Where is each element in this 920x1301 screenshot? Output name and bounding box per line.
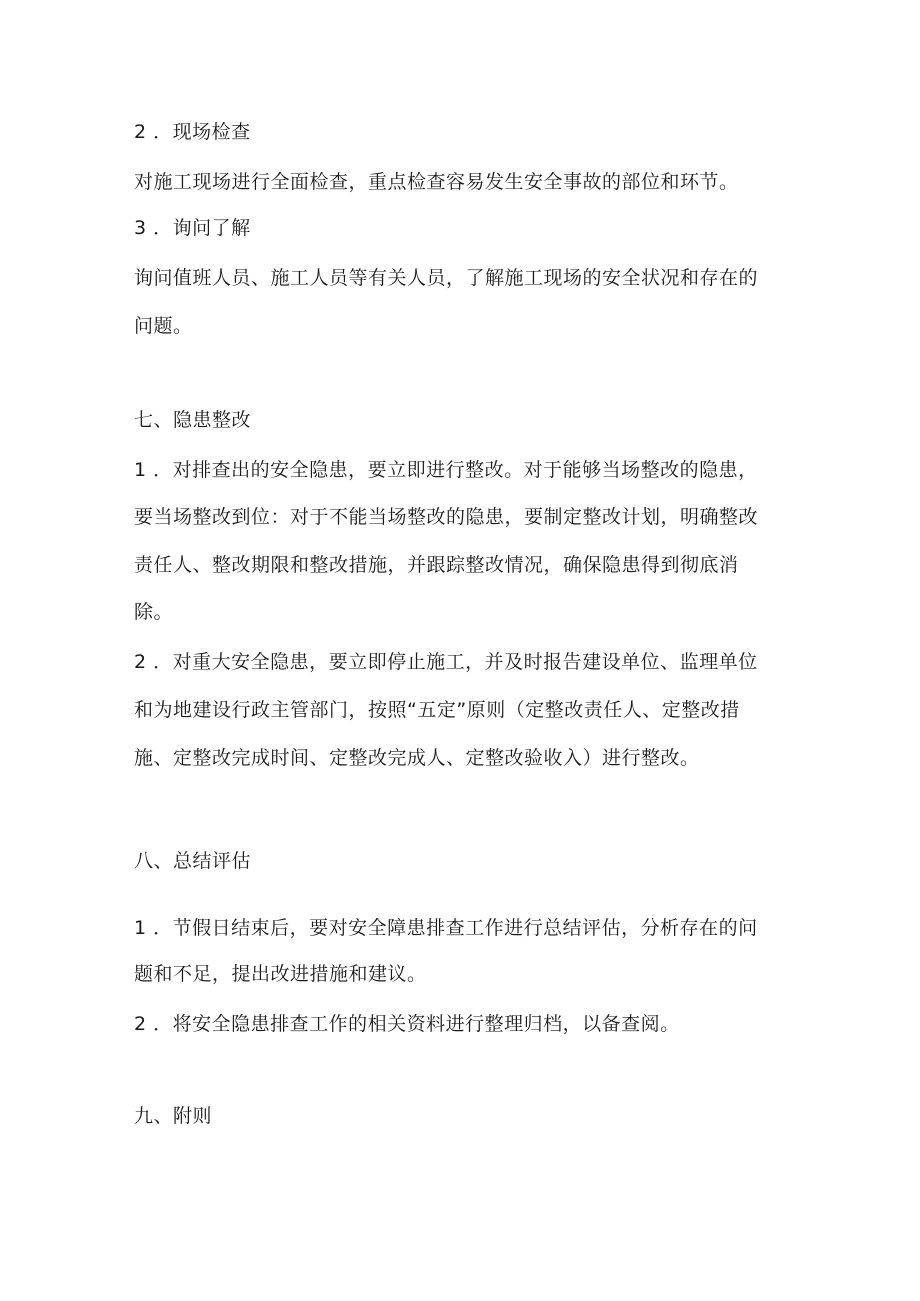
paragraph-line: 2 ．将安全隐患排查工作的相关资料进行整理归档，以备查阅。: [134, 1013, 680, 1035]
paragraph-line: 询问值班人员、施工人员等有关人员，了解施工现场的安全状况和存在的: [134, 267, 759, 289]
subheading-site-inspection: 2 ．现场检查: [134, 121, 251, 143]
paragraph-line: 对施工现场进行全面检查，重点检查容易发生安全事故的部位和环节。: [134, 171, 739, 193]
paragraph-line: 1 ．对排查出的安全隐患，要立即进行整改。对于能够当场整改的隐患，: [134, 459, 758, 481]
paragraph-line: 题和不足，提出改进措施和建议。: [134, 963, 427, 985]
section-heading-supplementary-provisions: 九、附则: [134, 1105, 213, 1127]
paragraph-line: 除。: [134, 601, 174, 623]
subheading-inquiry: 3 ．询问了解: [134, 217, 251, 239]
section-heading-hazard-rectification: 七、隐患整改: [134, 409, 252, 431]
paragraph-line: 问题。: [134, 315, 193, 337]
paragraph-line: 2 ．对重大安全隐患，要立即停止施工，并及时报告建设单位、监理单位: [134, 651, 758, 673]
paragraph-line: 责任人、整改期限和整改措施，并跟踪整改情况，确保隐患得到彻底消: [134, 554, 739, 576]
paragraph-line: 施、定整改完成时间、定整改完成人、定整改验收入）进行整改。: [134, 747, 700, 769]
paragraph-line: 1 ．节假日结束后，要对安全障患排查工作进行总结评估，分析存在的问: [134, 917, 758, 939]
paragraph-line: 要当场整改到位：对于不能当场整改的隐患，要制定整改计划，明确整改: [134, 506, 759, 528]
paragraph-line: 和为地建设行政主管部门，按照“五定”原则（定整改责任人、定整改措: [134, 699, 740, 721]
section-heading-summary-evaluation: 八、总结评估: [134, 850, 252, 872]
